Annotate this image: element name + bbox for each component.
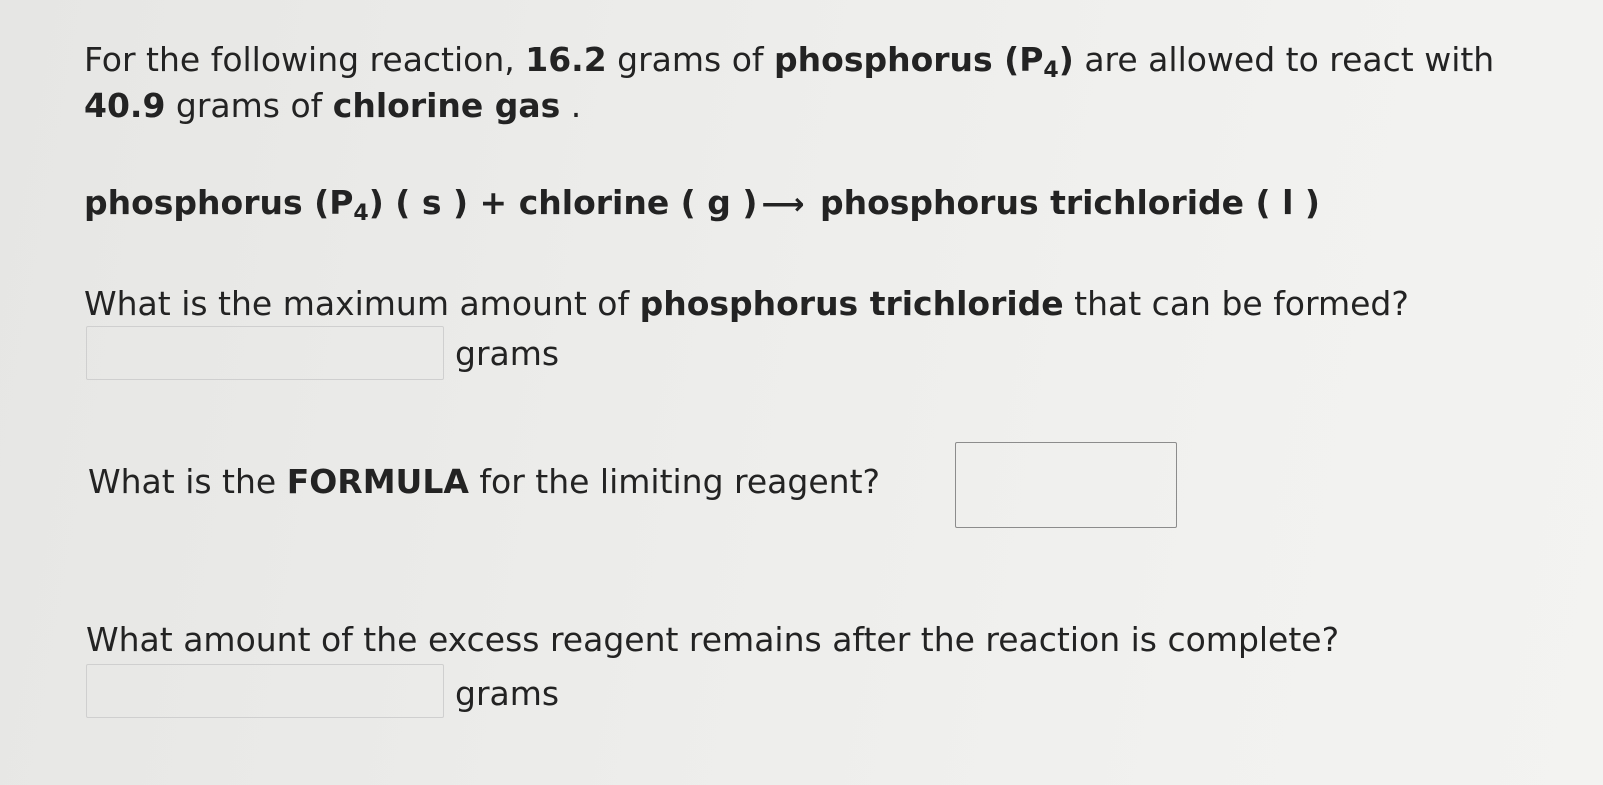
intro-text: are allowed to react with xyxy=(1073,40,1495,79)
intro-text: grams of xyxy=(165,86,333,125)
max-product-grams-input[interactable] xyxy=(86,326,444,380)
intro-text: . xyxy=(560,86,582,125)
phosphorus-name: phosphorus $(P_4)$ xyxy=(774,40,1074,83)
intro-line-2 xyxy=(84,86,581,125)
reaction-equation: phosphorus $(P_4)$ ( s ) + chlorine ( g ) ⟶ phosphorus trichloride ( l ) xyxy=(84,183,1321,226)
intro-text: grams of xyxy=(606,40,775,79)
intro-line-1 xyxy=(84,40,1495,83)
intro-text: For the following reaction, xyxy=(84,40,526,79)
limiting-reagent-formula-input[interactable] xyxy=(955,442,1177,528)
question-3-text: What amount of the excess reagent remains after the reaction is complete? xyxy=(86,620,1340,659)
question-1-unit: grams xyxy=(455,334,560,373)
excess-reagent-grams-input[interactable] xyxy=(86,664,444,718)
reaction-arrow-icon: ⟶ xyxy=(761,187,805,222)
mass-phosphorus: 16.2 xyxy=(525,40,607,79)
question-2-text: What is the FORMULA for the limiting reagent? xyxy=(88,462,881,501)
question-3-unit: grams xyxy=(455,674,560,713)
chlorine-name: chlorine gas xyxy=(332,86,561,125)
question-1-text: What is the maximum amount of phosphorus trichloride that can be formed? xyxy=(84,284,1409,323)
mass-chlorine: 40.9 xyxy=(84,86,166,125)
